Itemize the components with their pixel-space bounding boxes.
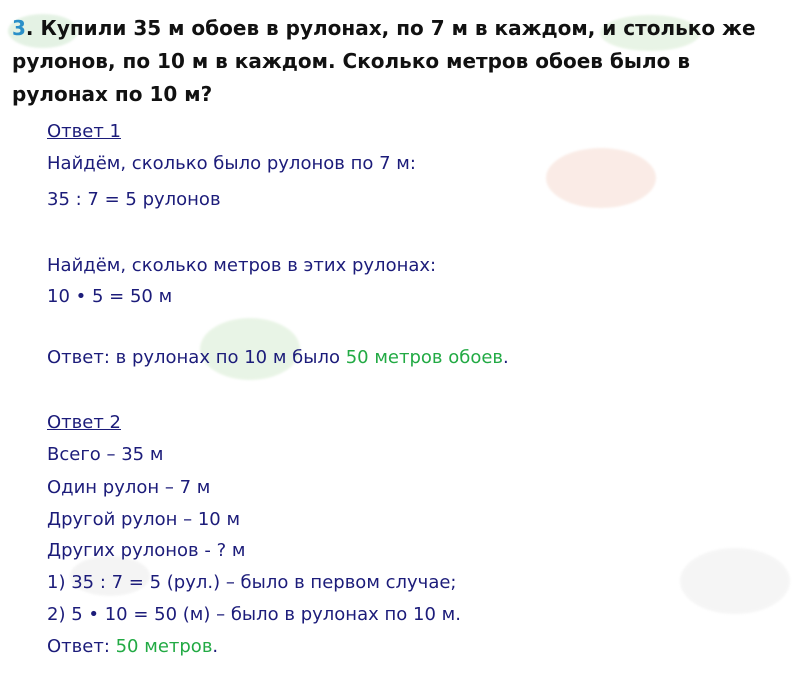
answer2-result-prefix: Ответ: xyxy=(47,636,116,657)
answer1-step1-calc: 35 : 7 = 5 рулонов xyxy=(47,189,221,210)
answer2-heading: Ответ 2 xyxy=(47,412,121,433)
answer1-result-suffix: . xyxy=(503,347,509,368)
answer2-line-calc2: 2) 5 • 10 = 50 (м) – было в рулонах по 10 м. xyxy=(47,604,461,625)
watermark-blob xyxy=(546,148,656,208)
task-text: . Купили 35 м обоев в рулонах, по 7 м в каждом, и столько же рулонов, по 10 м в каждом. Сколько метров обоев было в рулонах по 10 м? xyxy=(12,16,756,106)
answer2-result xyxy=(47,636,218,657)
answer1-step2-calc: 10 • 5 = 50 м xyxy=(47,286,173,307)
answer2-line-total: Всего – 35 м xyxy=(47,444,164,465)
answer2-result-suffix: . xyxy=(212,636,219,657)
task-number: 3 xyxy=(12,16,26,40)
task-statement xyxy=(12,12,788,111)
answer1-step1-text: Найдём, сколько было рулонов по 7 м: xyxy=(47,153,416,174)
answer1-result-value: 50 метров обоев xyxy=(345,347,504,368)
answer1-step2-text: Найдём, сколько метров в этих рулонах: xyxy=(47,255,437,276)
answer1-result-prefix: Ответ: в рулонах по 10 м было xyxy=(47,347,346,368)
answer2-line-others: Других рулонов - ? м xyxy=(47,540,246,561)
answer1-result xyxy=(47,347,509,368)
answer2-line-roll1: Один рулон – 7 м xyxy=(47,477,211,498)
answer2-line-calc1: 1) 35 : 7 = 5 (рул.) – было в первом случае; xyxy=(47,572,457,593)
answer2-line-roll2: Другой рулон – 10 м xyxy=(47,509,241,530)
answer2-result-value: 50 метров xyxy=(115,636,213,657)
answer1-heading: Ответ 1 xyxy=(47,121,121,142)
watermark-blob xyxy=(680,548,790,614)
